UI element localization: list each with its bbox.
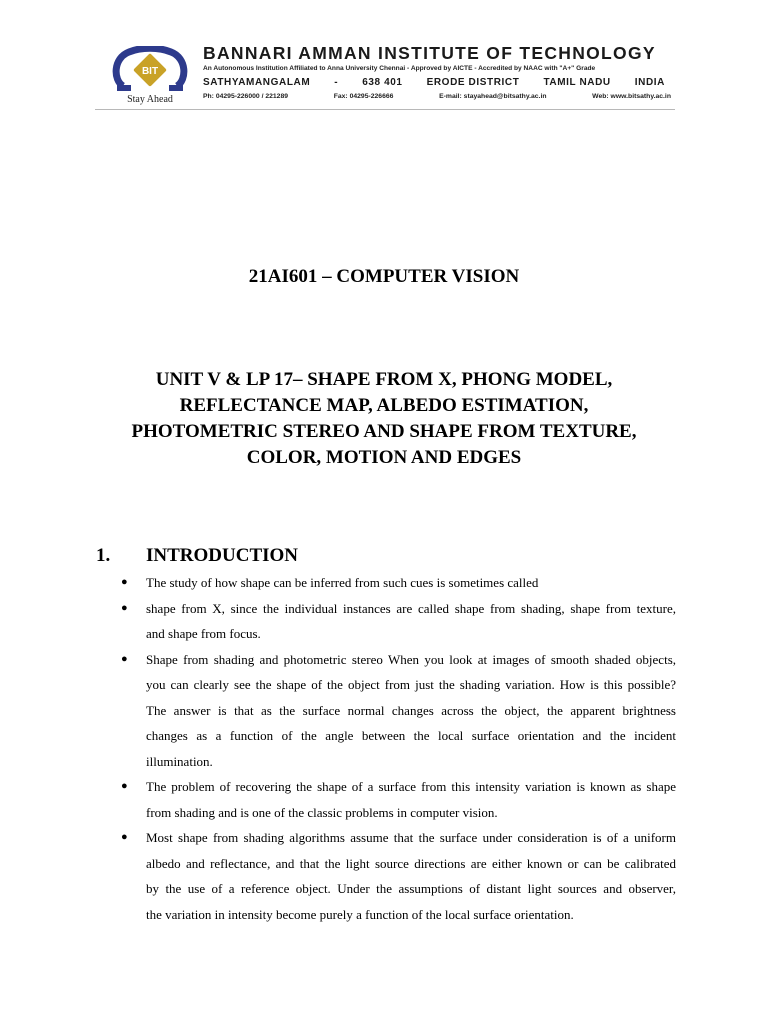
omega-logo-icon <box>109 46 191 96</box>
institution-contact <box>203 91 671 102</box>
address-part: 638 401 <box>362 77 403 88</box>
list-item <box>121 825 676 927</box>
address-part: INDIA <box>634 77 665 88</box>
bullet-line: shape from X, since the individual instances are called shape from shading, shape from texture, <box>146 600 676 616</box>
address-part: SATHYAMANGALAM <box>203 77 311 88</box>
bullet-line: from shading and is one of the classic problems in computer vision. <box>146 804 498 820</box>
bullet-line: you can clearly see the shape of the object from just the shading variation. How is this possible? <box>146 677 676 692</box>
institution-info <box>203 42 673 102</box>
institution-address <box>203 74 665 91</box>
bullet-line: by the use of a reference object. Under the assumptions of distant light sources and observer, <box>146 881 676 896</box>
bullet-line: The study of how shape can be inferred from such cues is sometimes called <box>146 575 539 590</box>
contact-web: Web: www.bitsathy.ac.in <box>592 93 671 100</box>
unit-title <box>90 367 678 471</box>
bullet-line: The problem of recovering the shape of a surface from this intensity variation is known as shape <box>146 779 676 794</box>
bullet-line: Most shape from shading algorithms assume that the surface under consideration is of a uniform <box>146 830 676 845</box>
list-item <box>121 774 676 825</box>
bullet-line: changes as a function of the angle between the local surface orientation and the incident <box>146 728 676 743</box>
bullet-line: Shape from shading and photometric stereo When you look at images of smooth shaded objects, <box>146 651 676 667</box>
institution-subtitle: An Autonomous Institution Affiliated to Anna University Chennai - Approved by AICTE - Accredited by NAAC with "A+" Grade <box>203 65 596 72</box>
bullet-icon: ● <box>121 601 128 614</box>
address-part: - <box>334 77 339 88</box>
unit-title-line: REFLECTANCE MAP, ALBEDO ESTIMATION, <box>179 395 589 416</box>
bullet-line: The answer is that as the surface normal changes across the object, the apparent brightness <box>146 702 676 718</box>
address-part: TAMIL NADU <box>543 77 611 88</box>
bullet-line: albedo and reflectance, and that the light source directions are either known or can be calibrated <box>146 855 676 871</box>
contact-phone: Ph: 04295-226000 / 221289 <box>203 93 289 100</box>
bullet-list <box>121 570 676 927</box>
bullet-icon: ● <box>121 780 128 792</box>
institution-logo <box>109 46 191 106</box>
bullet-icon: ● <box>121 576 128 588</box>
contact-fax: Fax: 04295-226666 <box>333 93 394 100</box>
institution-name: BANNARI AMMAN INSTITUTE OF TECHNOLOGY <box>203 43 656 63</box>
section-title: INTRODUCTION <box>146 545 299 566</box>
list-item <box>121 647 676 775</box>
list-item <box>121 570 676 596</box>
list-item <box>121 596 676 647</box>
bullet-line: illumination. <box>146 753 213 769</box>
course-title: 21AI601 – COMPUTER VISION <box>248 266 520 287</box>
address-part: ERODE DISTRICT <box>426 77 520 88</box>
letterhead <box>95 42 675 110</box>
unit-title-line: COLOR, MOTION AND EDGES <box>246 447 522 468</box>
bullet-line: and shape from focus. <box>146 626 261 641</box>
bullet-line: the variation in intensity become purely a function of the local surface orientation. <box>146 906 574 922</box>
bullet-icon: ● <box>121 831 128 843</box>
logo-letters: BIT <box>141 66 159 77</box>
section-number: 1. <box>96 545 111 566</box>
contact-email: E-mail: stayahead@bitsathy.ac.in <box>439 93 547 100</box>
bullet-icon: ● <box>121 652 128 665</box>
unit-title-line: UNIT V & LP 17– SHAPE FROM X, PHONG MODEL, <box>155 369 613 390</box>
unit-title-line: PHOTOMETRIC STEREO AND SHAPE FROM TEXTURE, <box>131 421 637 442</box>
logo-tagline: Stay Ahead <box>127 94 173 105</box>
